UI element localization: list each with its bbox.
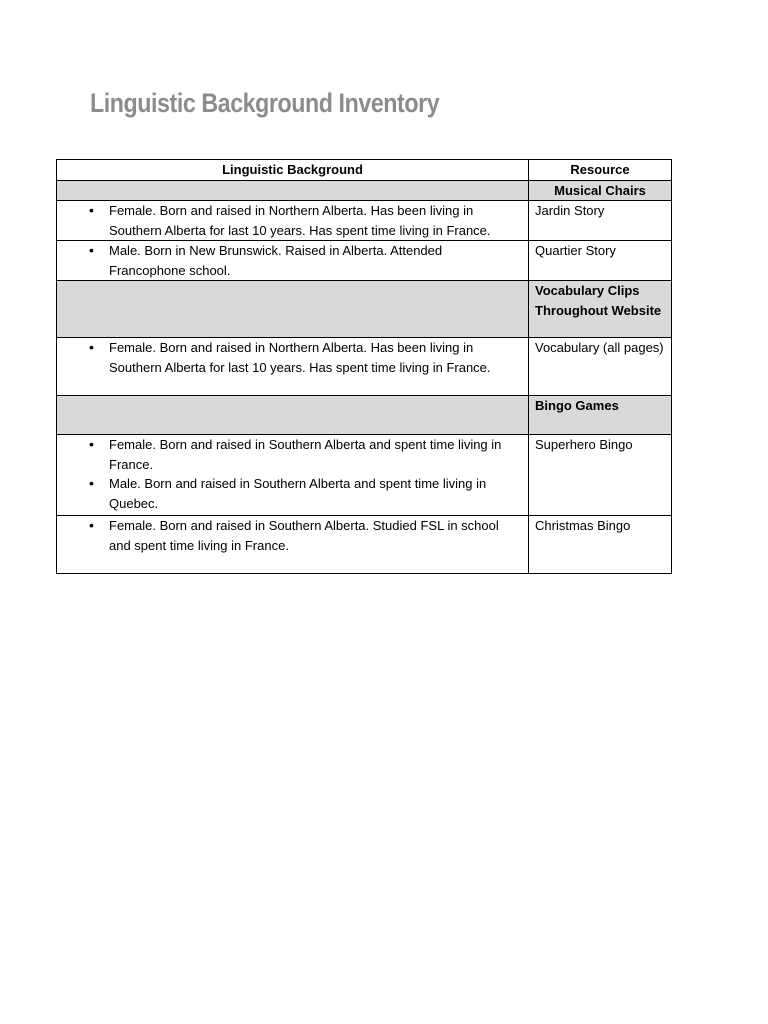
section-resource-cell: Musical Chairs [529,180,672,201]
section-background-cell [57,180,529,201]
resource-cell: Quartier Story [529,241,672,281]
section-row-vocabulary-clips [57,281,672,338]
background-cell [57,435,529,516]
inventory-table [56,159,672,574]
background-cell [57,241,529,281]
background-list [63,435,522,513]
resource-cell: Superhero Bingo [529,435,672,516]
table-row [57,516,672,574]
background-cell [57,201,529,241]
table-row [57,338,672,396]
background-list [63,201,522,240]
background-cell [57,338,529,396]
resource-cell: Jardin Story [529,201,672,241]
table-row [57,241,672,281]
background-item: • Female. Born and raised in Southern Alberta and spent time living in France. [109,435,522,474]
section-row-musical-chairs [57,180,672,201]
background-item: • Female. Born and raised in Southern Alberta. Studied FSL in school and spent time living in France. [109,516,522,555]
background-item: • Male. Born in New Brunswick. Raised in Alberta. Attended Francophone school. [109,241,522,280]
section-background-cell [57,396,529,435]
table-row [57,201,672,241]
section-background-cell [57,281,529,338]
background-item: • Female. Born and raised in Northern Alberta. Has been living in Southern Alberta for last 10 years. Has spent time living in France. [109,338,522,377]
background-list [63,338,522,377]
header-resource: Resource [529,160,672,181]
background-item: • Male. Born and raised in Southern Alberta and spent time living in Quebec. [109,474,522,513]
section-resource-cell: Vocabulary Clips Throughout Website [529,281,672,338]
background-item: • Female. Born and raised in Northern Alberta. Has been living in Southern Alberta for last 10 years. Has spent time living in France. [109,201,522,240]
resource-cell: Christmas Bingo [529,516,672,574]
table-row [57,435,672,516]
background-cell [57,516,529,574]
background-list [63,241,522,280]
section-row-bingo-games [57,396,672,435]
section-resource-cell: Bingo Games [529,396,672,435]
page-title: Linguistic Background Inventory [90,88,440,118]
header-linguistic-background: Linguistic Background [57,160,529,181]
table-header-row [57,160,672,181]
background-list [63,516,522,555]
resource-cell: Vocabulary (all pages) [529,338,672,396]
